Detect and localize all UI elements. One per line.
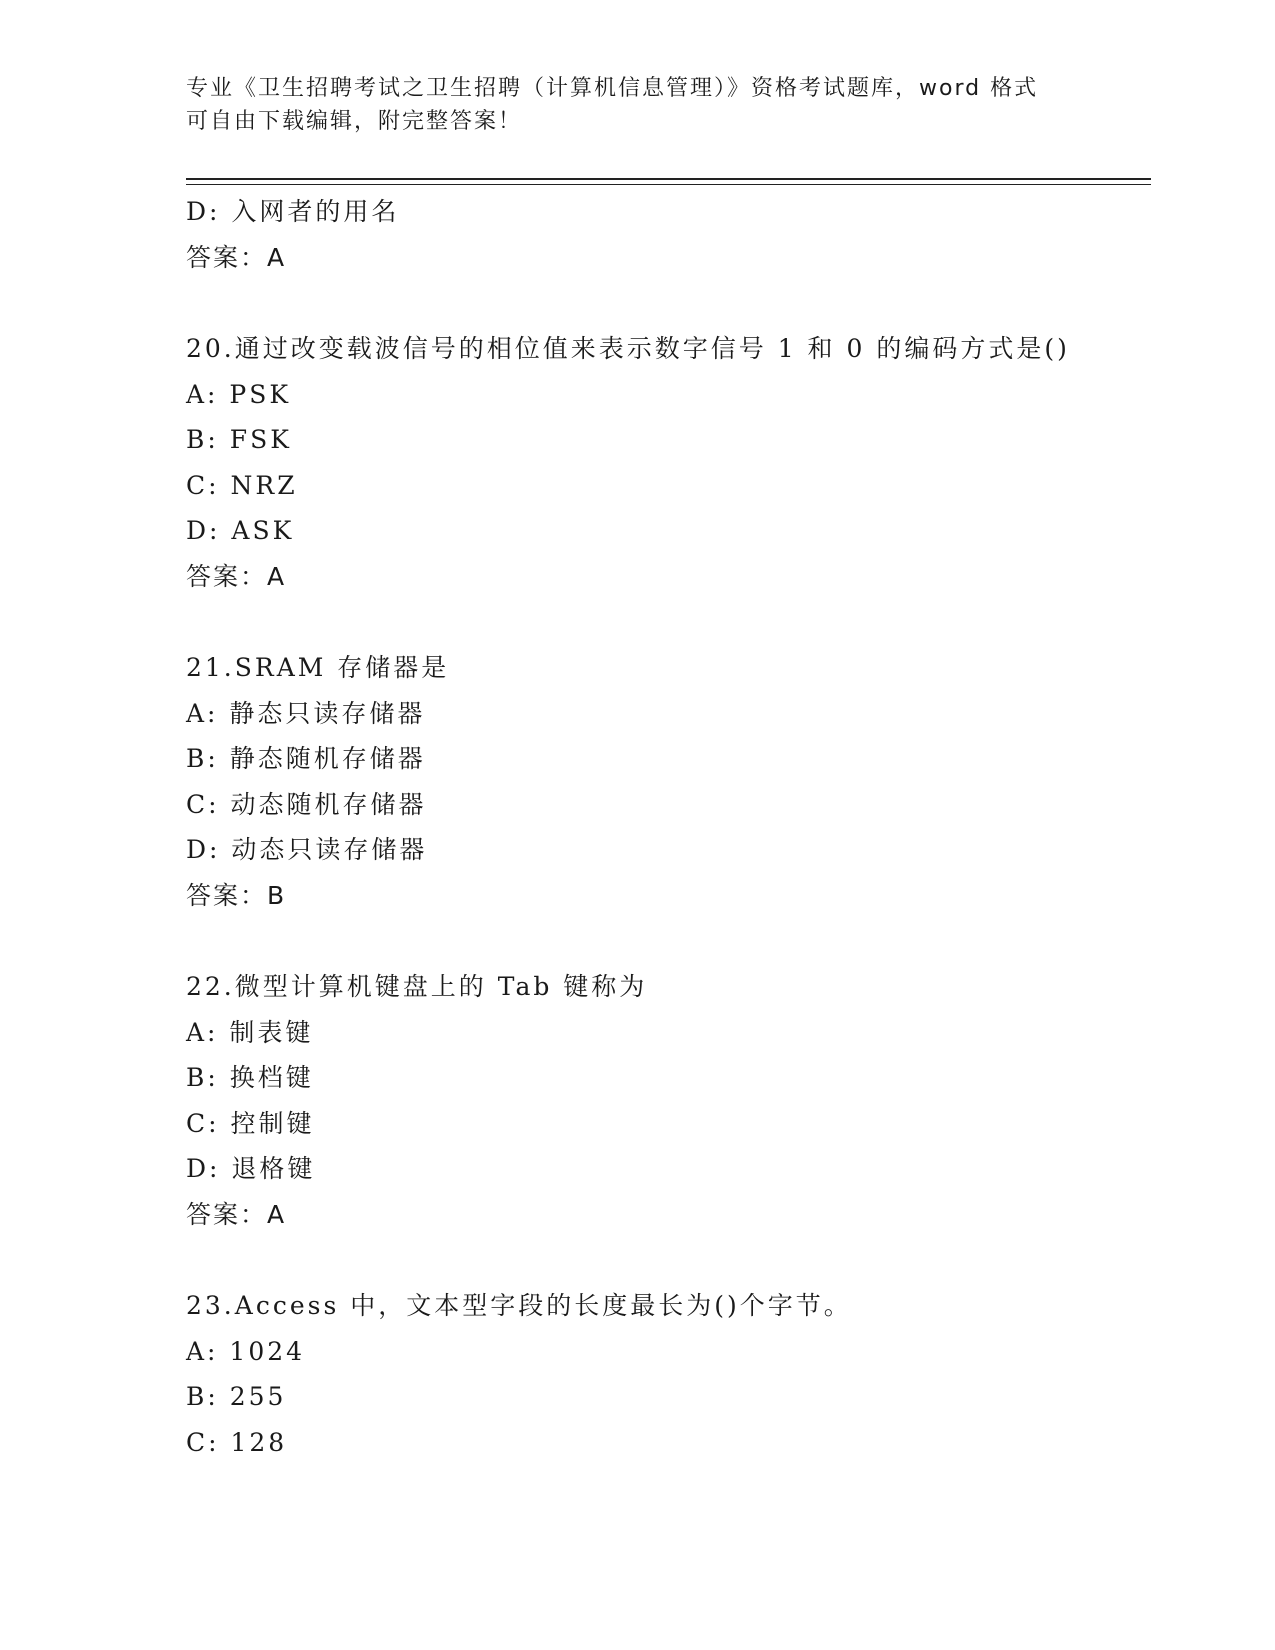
question-20 xyxy=(186,326,1146,599)
question-stem: 22.微型计算机键盘上的 Tab 键称为 xyxy=(186,972,648,1001)
question-list xyxy=(186,189,1146,1465)
option-c: C: 控制键 xyxy=(186,1108,315,1138)
option-a: A: 静态只读存储器 xyxy=(186,698,426,728)
option-c: C: 128 xyxy=(186,1427,288,1457)
option-a: A: 制表键 xyxy=(186,1017,314,1047)
option-d: D: ASK xyxy=(186,516,295,545)
spacer xyxy=(186,918,1146,964)
spacer xyxy=(186,599,1146,645)
option-d: D: 动态只读存储器 xyxy=(186,835,428,864)
header-line-1: 专业《卫生招聘考试之卫生招聘（计算机信息管理）》资格考试题库，word 格式 xyxy=(186,76,1039,101)
option-b: B: 255 xyxy=(186,1382,287,1411)
header-line-2: 可自由下载编辑，附完整答案！ xyxy=(186,109,523,134)
question-stem: 23.Access 中，文本型字段的长度最长为()个字节。 xyxy=(186,1291,852,1320)
option-b: B: 静态随机存储器 xyxy=(186,744,426,773)
question-21 xyxy=(186,645,1146,918)
question-stem: 21.SRAM 存储器是 xyxy=(186,653,450,682)
spacer xyxy=(186,280,1146,326)
answer-line: 答案：A xyxy=(186,1199,287,1229)
question-23 xyxy=(186,1283,1146,1465)
option-b: B: FSK xyxy=(186,425,292,454)
option-a: A: PSK xyxy=(186,379,292,409)
option-a: A: 1024 xyxy=(186,1336,306,1366)
answer-line: 答案：B xyxy=(186,880,287,910)
carryover-option-d: D: 入网者的用名 xyxy=(186,197,400,226)
document-header xyxy=(186,72,1086,138)
spacer xyxy=(186,1237,1146,1283)
carryover-answer: 答案：A xyxy=(186,242,287,272)
answer-line: 答案：A xyxy=(186,561,287,591)
option-c: C: NRZ xyxy=(186,470,298,500)
option-b: B: 换档键 xyxy=(186,1063,314,1092)
option-c: C: 动态随机存储器 xyxy=(186,789,427,819)
option-d: D: 退格键 xyxy=(186,1154,316,1183)
question-stem: 20.通过改变载波信号的相位值来表示数字信号 1 和 0 的编码方式是() xyxy=(186,334,1070,363)
question-22 xyxy=(186,964,1146,1237)
header-divider xyxy=(186,178,1151,185)
